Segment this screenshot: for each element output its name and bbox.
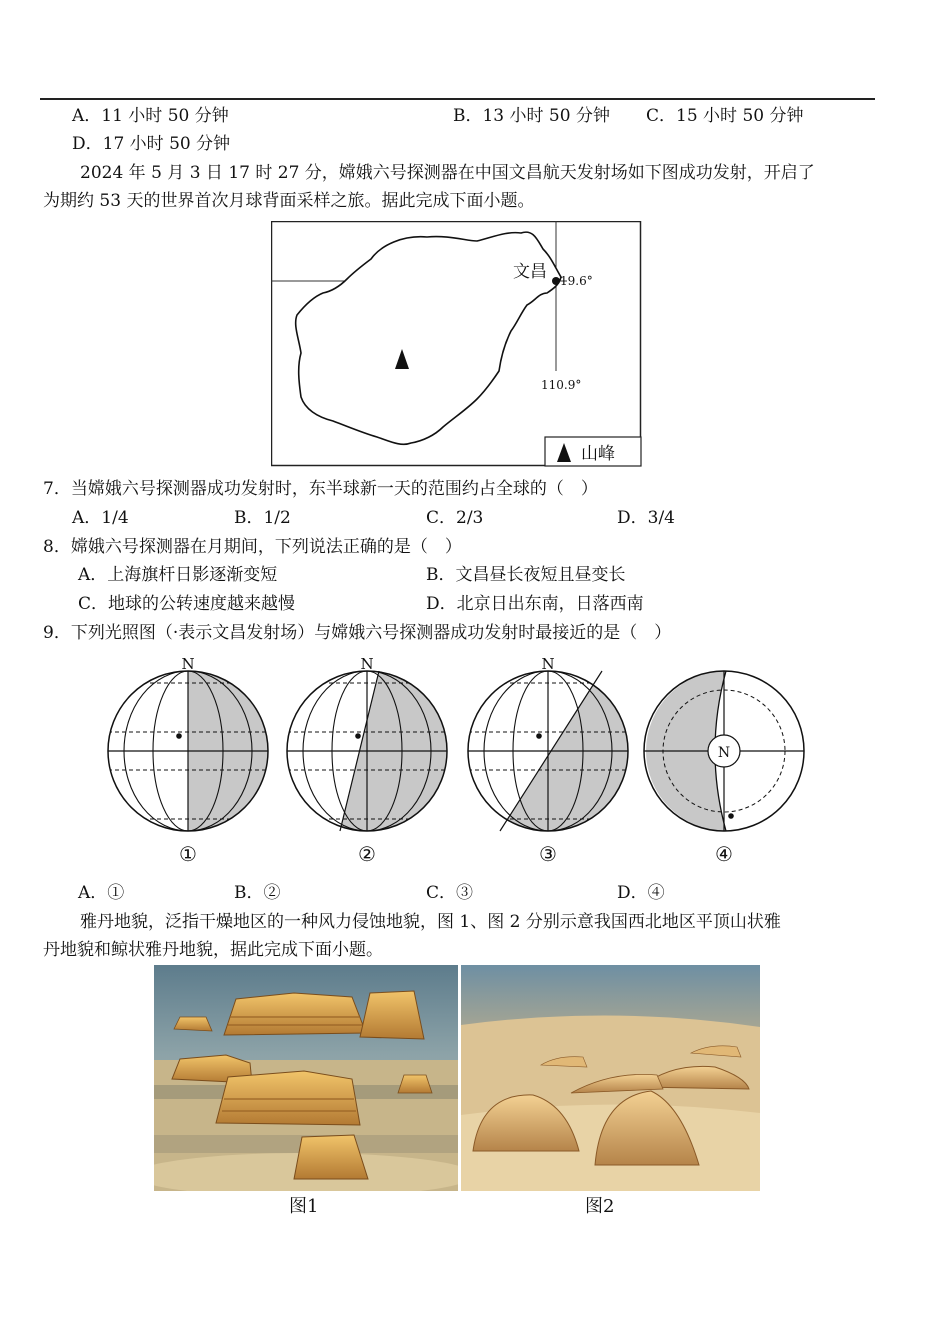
lat-label: 19.6°: [560, 274, 593, 288]
hainan-map: [271, 221, 642, 467]
q8-option-c: C．地球的公转速度越来越慢: [78, 594, 296, 614]
prev-option-a: A．11 小时 50 分钟: [72, 106, 229, 126]
intro2-line2: 丹地貌和鲸状雅丹地貌，据此完成下面小题。: [43, 940, 383, 960]
q9-stem: 9．下列光照图（·表示文昌发射场）与嫦娥六号探测器成功发射时最接近的是（ ）: [43, 623, 672, 643]
globe-1: [108, 671, 268, 831]
globe-2-label: ②: [358, 842, 376, 866]
q8-option-a: A．上海旗杆日影逐渐变短: [78, 565, 278, 585]
q9-option-a: A．①: [78, 883, 125, 903]
figure-2-whale-yardang: [461, 965, 760, 1191]
q8-option-b: B．文昌昼长夜短且昼变长: [426, 565, 626, 585]
intro1-line2: 为期约 53 天的世界首次月球背面采样之旅。据此完成下面小题。: [43, 191, 535, 211]
figure-1-mesa-yardang: [154, 965, 458, 1191]
q9-option-b: B．②: [234, 883, 281, 903]
globe-4: [644, 671, 804, 831]
globe-4-label: ④: [715, 842, 733, 866]
globe-3-label: ③: [539, 842, 557, 866]
globe-3: [468, 671, 628, 831]
globe-3-north-label: N: [541, 655, 555, 673]
globe-1-north-label: N: [181, 655, 195, 673]
prev-option-c: C．15 小时 50 分钟: [646, 106, 804, 126]
legend-label: 山峰: [581, 444, 615, 464]
lon-label: 110.9°: [541, 378, 582, 392]
q9-option-c: C．③: [426, 883, 474, 903]
wenchang-dot: [552, 277, 560, 285]
figure-1-caption: 图1: [289, 1196, 319, 1217]
intro2-line1: 雅丹地貌，泛指干燥地区的一种风力侵蚀地貌，图 1、图 2 分别示意我国西北地区平顶山状雅: [80, 912, 781, 932]
prev-option-b: B．13 小时 50 分钟: [453, 106, 610, 126]
figure-2-caption: 图2: [585, 1196, 615, 1217]
q7-stem: 7．当嫦娥六号探测器成功发射时，东半球新一天的范围约占全球的（ ）: [43, 479, 598, 499]
q9-option-d: D．④: [617, 883, 665, 903]
illumination-diagrams: [100, 655, 820, 870]
q7-option-d: D．3/4: [617, 508, 675, 528]
globe-4-north-label: N: [717, 745, 731, 761]
intro1-line1: 2024 年 5 月 3 日 17 时 27 分，嫦娥六号探测器在中国文昌航天发射场如下图成功发射，开启了: [80, 163, 815, 183]
q8-stem: 8．嫦娥六号探测器在月期间，下列说法正确的是（ ）: [43, 537, 462, 557]
q7-option-a: A．1/4: [72, 508, 129, 528]
q7-option-b: B．1/2: [234, 508, 291, 528]
city-label: 文昌: [513, 262, 547, 282]
prev-option-d: D．17 小时 50 分钟: [72, 134, 231, 154]
globe-2-north-label: N: [360, 655, 374, 673]
header-rule: [40, 98, 875, 100]
q7-option-c: C．2/3: [426, 508, 484, 528]
q8-option-d: D．北京日出东南，日落西南: [426, 594, 644, 614]
globe-2: [287, 671, 447, 831]
globe-1-label: ①: [179, 842, 197, 866]
